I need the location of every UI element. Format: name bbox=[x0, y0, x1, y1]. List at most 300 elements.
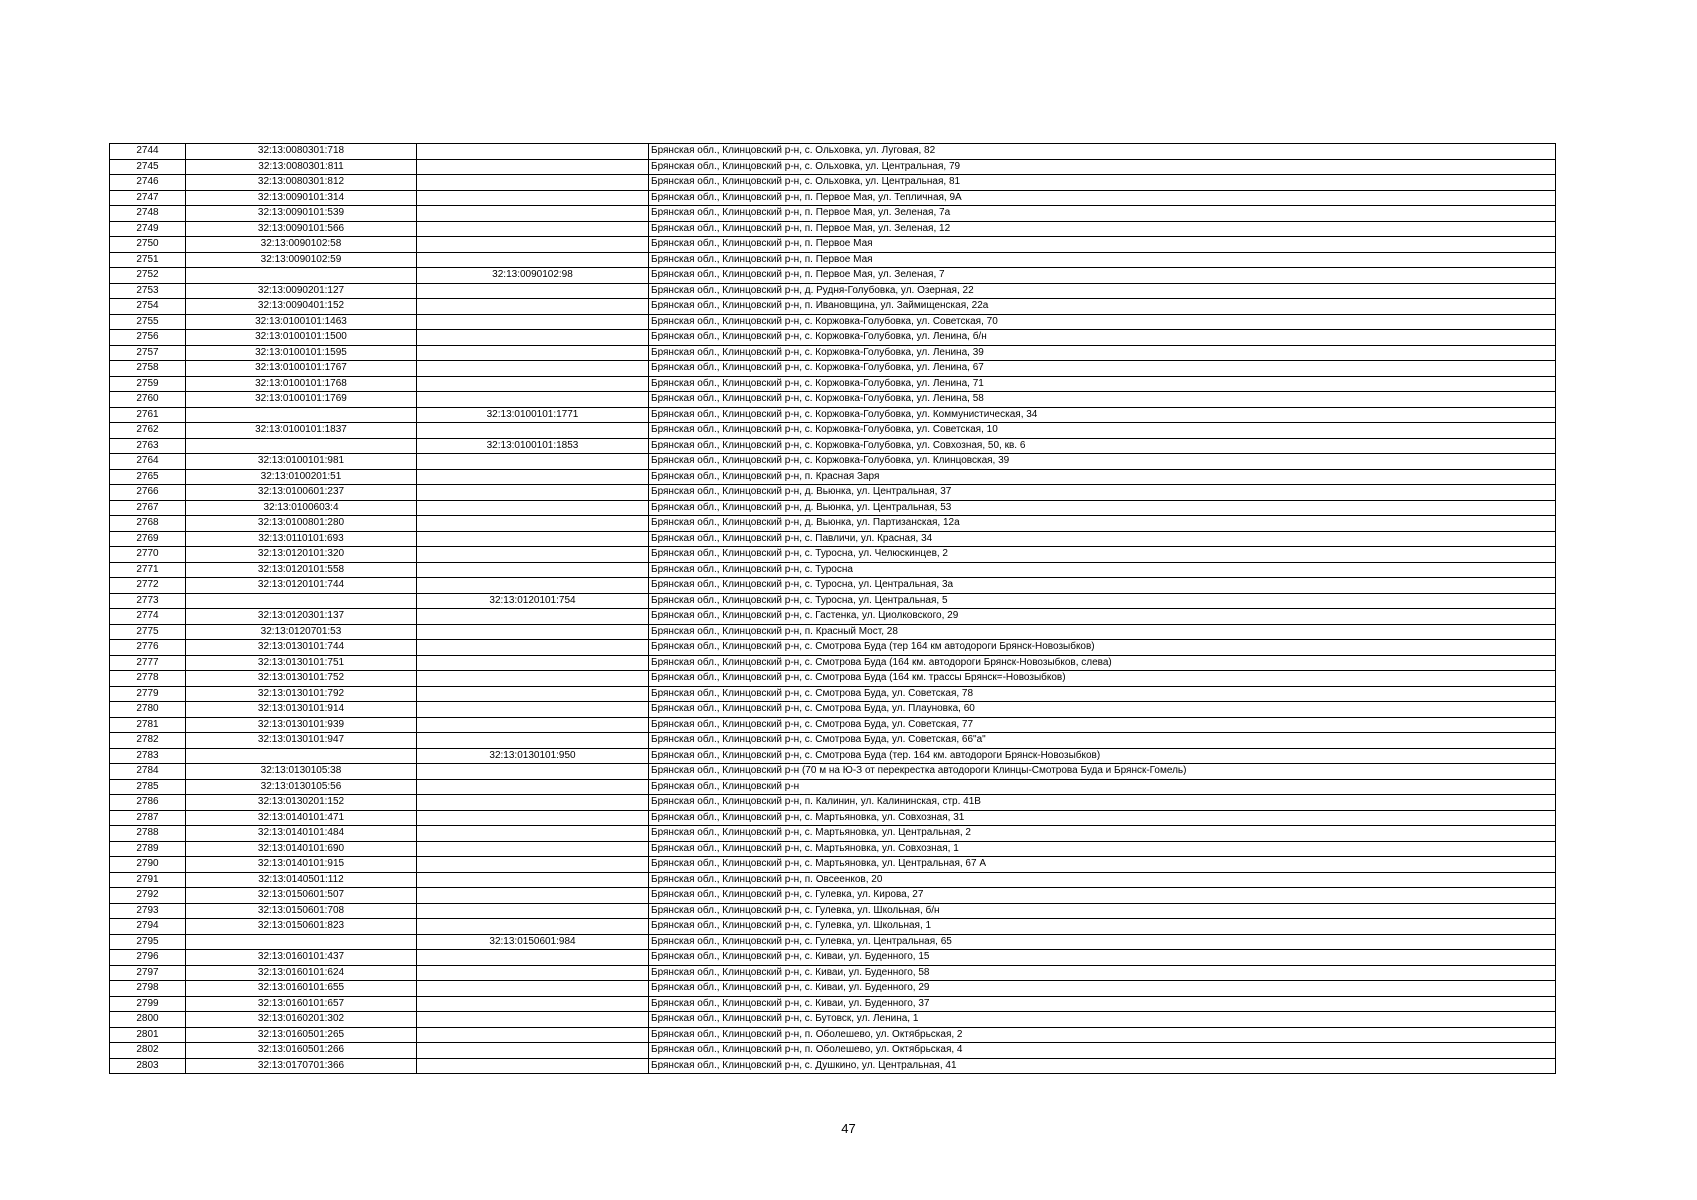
cadastral-number-cell: 32:13:0160101:657 bbox=[186, 996, 417, 1012]
cadastral-number-cell: 32:13:0150601:708 bbox=[186, 903, 417, 919]
table-row bbox=[110, 764, 1556, 780]
table-row bbox=[110, 547, 1556, 563]
cadastral-number-cell: 32:13:0090201:127 bbox=[186, 283, 417, 299]
row-number-cell: 2798 bbox=[110, 981, 186, 997]
cadastral-number-cell: 32:13:0140101:471 bbox=[186, 810, 417, 826]
cadastral-number-cell: 32:13:0100101:1768 bbox=[186, 376, 417, 392]
address-cell: Брянская обл., Клинцовский р-н, с. Киваи, ул. Буденного, 37 bbox=[649, 996, 1556, 1012]
address-cell: Брянская обл., Клинцовский р-н, с. Смотрова Буда (164 км. автодороги Брянск-Новозыбков, слева) bbox=[649, 655, 1556, 671]
cadastral-number-alt-cell bbox=[417, 175, 649, 191]
row-number-cell: 2763 bbox=[110, 438, 186, 454]
row-number-cell: 2772 bbox=[110, 578, 186, 594]
row-number-cell: 2782 bbox=[110, 733, 186, 749]
address-cell: Брянская обл., Клинцовский р-н, п. Калинин, ул. Калининская, стр. 41В bbox=[649, 795, 1556, 811]
row-number-cell: 2800 bbox=[110, 1012, 186, 1028]
row-number-cell: 2788 bbox=[110, 826, 186, 842]
cadastral-number-alt-cell bbox=[417, 1058, 649, 1074]
table-row bbox=[110, 981, 1556, 997]
table-row bbox=[110, 516, 1556, 532]
cadastral-number-alt-cell bbox=[417, 903, 649, 919]
address-cell: Брянская обл., Клинцовский р-н, с. Коржовка-Голубовка, ул. Советская, 10 bbox=[649, 423, 1556, 439]
address-cell: Брянская обл., Клинцовский р-н, с. Коржовка-Голубовка, ул. Ленина, 71 bbox=[649, 376, 1556, 392]
cadastral-number-alt-cell bbox=[417, 392, 649, 408]
cadastral-number-cell: 32:13:0100101:1767 bbox=[186, 361, 417, 377]
address-cell: Брянская обл., Клинцовский р-н, с. Туросна bbox=[649, 562, 1556, 578]
cadastral-number-alt-cell bbox=[417, 795, 649, 811]
row-number-cell: 2766 bbox=[110, 485, 186, 501]
cadastral-number-alt-cell bbox=[417, 764, 649, 780]
cadastral-number-cell: 32:13:0160501:265 bbox=[186, 1027, 417, 1043]
address-cell: Брянская обл., Клинцовский р-н, с. Смотрова Буда, ул. Советская, 66"а" bbox=[649, 733, 1556, 749]
table-row bbox=[110, 655, 1556, 671]
cadastral-number-cell bbox=[186, 934, 417, 950]
cadastral-number-alt-cell bbox=[417, 469, 649, 485]
cadastral-number-cell: 32:13:0090101:539 bbox=[186, 206, 417, 222]
address-cell: Брянская обл., Клинцовский р-н, п. Первое Мая, ул. Зеленая, 12 bbox=[649, 221, 1556, 237]
address-cell: Брянская обл., Клинцовский р-н, с. Душкино, ул. Центральная, 41 bbox=[649, 1058, 1556, 1074]
table-row bbox=[110, 841, 1556, 857]
table-row bbox=[110, 438, 1556, 454]
cadastral-number-alt-cell bbox=[417, 965, 649, 981]
address-cell: Брянская обл., Клинцовский р-н, п. Оболешево, ул. Октябрьская, 4 bbox=[649, 1043, 1556, 1059]
row-number-cell: 2783 bbox=[110, 748, 186, 764]
row-number-cell: 2793 bbox=[110, 903, 186, 919]
cadastral-number-alt-cell bbox=[417, 1027, 649, 1043]
cadastral-registry-table bbox=[109, 143, 1556, 1074]
cadastral-number-cell: 32:13:0080301:811 bbox=[186, 159, 417, 175]
cadastral-number-alt-cell bbox=[417, 531, 649, 547]
address-cell: Брянская обл., Клинцовский р-н, с. Туросна, ул. Центральная, 5 bbox=[649, 593, 1556, 609]
row-number-cell: 2755 bbox=[110, 314, 186, 330]
table-row bbox=[110, 640, 1556, 656]
cadastral-number-alt-cell bbox=[417, 206, 649, 222]
cadastral-number-alt-cell bbox=[417, 919, 649, 935]
address-cell: Брянская обл., Клинцовский р-н, с. Коржовка-Голубовка, ул. Совхозная, 50, кв. 6 bbox=[649, 438, 1556, 454]
cadastral-number-cell: 32:13:0100101:1463 bbox=[186, 314, 417, 330]
row-number-cell: 2781 bbox=[110, 717, 186, 733]
address-cell: Брянская обл., Клинцовский р-н, с. Бутовск, ул. Ленина, 1 bbox=[649, 1012, 1556, 1028]
row-number-cell: 2796 bbox=[110, 950, 186, 966]
cadastral-number-cell: 32:13:0130105:56 bbox=[186, 779, 417, 795]
cadastral-number-alt-cell bbox=[417, 361, 649, 377]
table-row bbox=[110, 531, 1556, 547]
table-row bbox=[110, 934, 1556, 950]
address-cell: Брянская обл., Клинцовский р-н, с. Павличи, ул. Красная, 34 bbox=[649, 531, 1556, 547]
row-number-cell: 2745 bbox=[110, 159, 186, 175]
cadastral-number-cell: 32:13:0130101:792 bbox=[186, 686, 417, 702]
row-number-cell: 2756 bbox=[110, 330, 186, 346]
cadastral-number-cell: 32:13:0090102:58 bbox=[186, 237, 417, 253]
table-row bbox=[110, 392, 1556, 408]
table-row bbox=[110, 1012, 1556, 1028]
address-cell: Брянская обл., Клинцовский р-н, с. Коржовка-Голубовка, ул. Советская, 70 bbox=[649, 314, 1556, 330]
cadastral-number-cell: 32:13:0160101:437 bbox=[186, 950, 417, 966]
table-row bbox=[110, 376, 1556, 392]
row-number-cell: 2750 bbox=[110, 237, 186, 253]
table-row bbox=[110, 950, 1556, 966]
row-number-cell: 2774 bbox=[110, 609, 186, 625]
table-row bbox=[110, 609, 1556, 625]
row-number-cell: 2773 bbox=[110, 593, 186, 609]
address-cell: Брянская обл., Клинцовский р-н, с. Коржовка-Голубовка, ул. Ленина, 39 bbox=[649, 345, 1556, 361]
table-row bbox=[110, 221, 1556, 237]
cadastral-number-cell: 32:13:0100801:280 bbox=[186, 516, 417, 532]
cadastral-number-alt-cell bbox=[417, 857, 649, 873]
cadastral-number-cell: 32:13:0100101:1500 bbox=[186, 330, 417, 346]
address-cell: Брянская обл., Клинцовский р-н, с. Коржовка-Голубовка, ул. Клинцовская, 39 bbox=[649, 454, 1556, 470]
address-cell: Брянская обл., Клинцовский р-н, п. Первое Мая, ул. Тепличная, 9А bbox=[649, 190, 1556, 206]
cadastral-number-alt-cell bbox=[417, 190, 649, 206]
cadastral-number-cell: 32:13:0130101:751 bbox=[186, 655, 417, 671]
row-number-cell: 2748 bbox=[110, 206, 186, 222]
cadastral-number-alt-cell bbox=[417, 345, 649, 361]
table-row bbox=[110, 407, 1556, 423]
cadastral-number-alt-cell bbox=[417, 1012, 649, 1028]
cadastral-number-cell: 32:13:0130101:939 bbox=[186, 717, 417, 733]
cadastral-number-cell: 32:13:0130101:914 bbox=[186, 702, 417, 718]
cadastral-number-alt-cell bbox=[417, 981, 649, 997]
address-cell: Брянская обл., Клинцовский р-н, п. Первое Мая bbox=[649, 252, 1556, 268]
table-row bbox=[110, 345, 1556, 361]
cadastral-number-alt-cell bbox=[417, 640, 649, 656]
table-row bbox=[110, 857, 1556, 873]
table-row bbox=[110, 733, 1556, 749]
cadastral-number-alt-cell bbox=[417, 562, 649, 578]
cadastral-number-cell: 32:13:0160101:655 bbox=[186, 981, 417, 997]
cadastral-number-alt-cell: 32:13:0120101:754 bbox=[417, 593, 649, 609]
address-cell: Брянская обл., Клинцовский р-н, с. Коржовка-Голубовка, ул. Ленина, б/н bbox=[649, 330, 1556, 346]
cadastral-number-alt-cell bbox=[417, 655, 649, 671]
table-row bbox=[110, 888, 1556, 904]
cadastral-number-alt-cell bbox=[417, 578, 649, 594]
row-number-cell: 2771 bbox=[110, 562, 186, 578]
row-number-cell: 2777 bbox=[110, 655, 186, 671]
cadastral-number-alt-cell: 32:13:0090102:98 bbox=[417, 268, 649, 284]
row-number-cell: 2754 bbox=[110, 299, 186, 315]
cadastral-number-alt-cell bbox=[417, 841, 649, 857]
cadastral-number-cell: 32:13:0160201:302 bbox=[186, 1012, 417, 1028]
address-cell: Брянская обл., Клинцовский р-н, с. Киваи, ул. Буденного, 58 bbox=[649, 965, 1556, 981]
row-number-cell: 2749 bbox=[110, 221, 186, 237]
table-row bbox=[110, 779, 1556, 795]
address-cell: Брянская обл., Клинцовский р-н, п. Ивановщина, ул. Займищенская, 22а bbox=[649, 299, 1556, 315]
address-cell: Брянская обл., Клинцовский р-н, с. Смотрова Буда, ул. Советская, 77 bbox=[649, 717, 1556, 733]
row-number-cell: 2786 bbox=[110, 795, 186, 811]
row-number-cell: 2747 bbox=[110, 190, 186, 206]
address-cell: Брянская обл., Клинцовский р-н bbox=[649, 779, 1556, 795]
table-row bbox=[110, 330, 1556, 346]
address-cell: Брянская обл., Клинцовский р-н, п. Красный Мост, 28 bbox=[649, 624, 1556, 640]
address-cell: Брянская обл., Клинцовский р-н, п. Первое Мая, ул. Зеленая, 7а bbox=[649, 206, 1556, 222]
cadastral-number-cell: 32:13:0090101:314 bbox=[186, 190, 417, 206]
cadastral-number-cell: 32:13:0080301:718 bbox=[186, 144, 417, 160]
table-row bbox=[110, 469, 1556, 485]
row-number-cell: 2785 bbox=[110, 779, 186, 795]
address-cell: Брянская обл., Клинцовский р-н, д. Рудня-Голубовка, ул. Озерная, 22 bbox=[649, 283, 1556, 299]
cadastral-number-alt-cell bbox=[417, 299, 649, 315]
address-cell: Брянская обл., Клинцовский р-н, с. Ольховка, ул. Центральная, 79 bbox=[649, 159, 1556, 175]
cadastral-number-alt-cell bbox=[417, 624, 649, 640]
cadastral-number-cell: 32:13:0100201:51 bbox=[186, 469, 417, 485]
address-cell: Брянская обл., Клинцовский р-н, д. Вьюнка, ул. Центральная, 37 bbox=[649, 485, 1556, 501]
address-cell: Брянская обл., Клинцовский р-н, д. Вьюнка, ул. Центральная, 53 bbox=[649, 500, 1556, 516]
address-cell: Брянская обл., Клинцовский р-н, с. Мартьяновка, ул. Центральная, 2 bbox=[649, 826, 1556, 842]
cadastral-number-cell: 32:13:0130105:38 bbox=[186, 764, 417, 780]
cadastral-number-alt-cell bbox=[417, 144, 649, 160]
cadastral-number-cell: 32:13:0100603:4 bbox=[186, 500, 417, 516]
table-row bbox=[110, 748, 1556, 764]
table-row bbox=[110, 485, 1556, 501]
address-cell: Брянская обл., Клинцовский р-н, с. Киваи, ул. Буденного, 29 bbox=[649, 981, 1556, 997]
table-row bbox=[110, 826, 1556, 842]
address-cell: Брянская обл., Клинцовский р-н, с. Коржовка-Голубовка, ул. Ленина, 58 bbox=[649, 392, 1556, 408]
cadastral-number-cell: 32:13:0150601:823 bbox=[186, 919, 417, 935]
address-cell: Брянская обл., Клинцовский р-н, с. Мартьяновка, ул. Совхозная, 1 bbox=[649, 841, 1556, 857]
cadastral-number-alt-cell bbox=[417, 810, 649, 826]
cadastral-number-cell: 32:13:0100101:1769 bbox=[186, 392, 417, 408]
row-number-cell: 2795 bbox=[110, 934, 186, 950]
table-row bbox=[110, 283, 1556, 299]
cadastral-number-cell: 32:13:0120101:320 bbox=[186, 547, 417, 563]
cadastral-number-alt-cell bbox=[417, 888, 649, 904]
cadastral-number-alt-cell bbox=[417, 702, 649, 718]
cadastral-number-alt-cell bbox=[417, 671, 649, 687]
table-row bbox=[110, 717, 1556, 733]
cadastral-number-cell: 32:13:0120701:53 bbox=[186, 624, 417, 640]
address-cell: Брянская обл., Клинцовский р-н, д. Вьюнка, ул. Партизанская, 12а bbox=[649, 516, 1556, 532]
table-row bbox=[110, 361, 1556, 377]
address-cell: Брянская обл., Клинцовский р-н, с. Гулевка, ул. Школьная, б/н bbox=[649, 903, 1556, 919]
cadastral-number-cell: 32:13:0090101:566 bbox=[186, 221, 417, 237]
row-number-cell: 2757 bbox=[110, 345, 186, 361]
table-row bbox=[110, 206, 1556, 222]
cadastral-number-cell: 32:13:0140101:915 bbox=[186, 857, 417, 873]
cadastral-number-alt-cell bbox=[417, 1043, 649, 1059]
cadastral-number-alt-cell bbox=[417, 252, 649, 268]
address-cell: Брянская обл., Клинцовский р-н, п. Первое Мая bbox=[649, 237, 1556, 253]
row-number-cell: 2765 bbox=[110, 469, 186, 485]
address-cell: Брянская обл., Клинцовский р-н, п. Красная Заря bbox=[649, 469, 1556, 485]
page-number: 47 bbox=[841, 1121, 856, 1136]
row-number-cell: 2761 bbox=[110, 407, 186, 423]
row-number-cell: 2790 bbox=[110, 857, 186, 873]
cadastral-number-cell bbox=[186, 268, 417, 284]
address-cell: Брянская обл., Клинцовский р-н, п. Овсеенков, 20 bbox=[649, 872, 1556, 888]
address-cell: Брянская обл., Клинцовский р-н, с. Туросна, ул. Челюскинцев, 2 bbox=[649, 547, 1556, 563]
table-row bbox=[110, 872, 1556, 888]
cadastral-number-cell: 32:13:0140501:112 bbox=[186, 872, 417, 888]
table-row bbox=[110, 593, 1556, 609]
row-number-cell: 2799 bbox=[110, 996, 186, 1012]
table-row bbox=[110, 252, 1556, 268]
address-cell: Брянская обл., Клинцовский р-н, с. Мартьяновка, ул. Совхозная, 31 bbox=[649, 810, 1556, 826]
table-row bbox=[110, 423, 1556, 439]
cadastral-number-alt-cell: 32:13:0100101:1771 bbox=[417, 407, 649, 423]
cadastral-number-alt-cell bbox=[417, 779, 649, 795]
cadastral-number-cell: 32:13:0130201:152 bbox=[186, 795, 417, 811]
table-row bbox=[110, 903, 1556, 919]
row-number-cell: 2767 bbox=[110, 500, 186, 516]
row-number-cell: 2801 bbox=[110, 1027, 186, 1043]
row-number-cell: 2776 bbox=[110, 640, 186, 656]
address-cell: Брянская обл., Клинцовский р-н, с. Смотрова Буда (тер 164 км автодороги Брянск-Новозыбков) bbox=[649, 640, 1556, 656]
row-number-cell: 2752 bbox=[110, 268, 186, 284]
cadastral-number-alt-cell bbox=[417, 733, 649, 749]
address-cell: Брянская обл., Клинцовский р-н, с. Смотрова Буда (164 км. трассы Брянск=-Новозыбков) bbox=[649, 671, 1556, 687]
row-number-cell: 2769 bbox=[110, 531, 186, 547]
cadastral-number-alt-cell bbox=[417, 950, 649, 966]
table-row bbox=[110, 795, 1556, 811]
table-row bbox=[110, 996, 1556, 1012]
cadastral-number-cell: 32:13:0120101:558 bbox=[186, 562, 417, 578]
cadastral-number-alt-cell bbox=[417, 454, 649, 470]
row-number-cell: 2775 bbox=[110, 624, 186, 640]
address-cell: Брянская обл., Клинцовский р-н, с. Гулевка, ул. Школьная, 1 bbox=[649, 919, 1556, 935]
cadastral-number-cell: 32:13:0130101:947 bbox=[186, 733, 417, 749]
row-number-cell: 2789 bbox=[110, 841, 186, 857]
table-row bbox=[110, 810, 1556, 826]
row-number-cell: 2791 bbox=[110, 872, 186, 888]
table-row bbox=[110, 268, 1556, 284]
cadastral-number-alt-cell bbox=[417, 500, 649, 516]
address-cell: Брянская обл., Клинцовский р-н, с. Коржовка-Голубовка, ул. Коммунистическая, 34 bbox=[649, 407, 1556, 423]
table-row bbox=[110, 686, 1556, 702]
row-number-cell: 2759 bbox=[110, 376, 186, 392]
cadastral-number-cell: 32:13:0140101:690 bbox=[186, 841, 417, 857]
cadastral-number-alt-cell bbox=[417, 686, 649, 702]
address-cell: Брянская обл., Клинцовский р-н, с. Коржовка-Голубовка, ул. Ленина, 67 bbox=[649, 361, 1556, 377]
cadastral-number-alt-cell bbox=[417, 547, 649, 563]
cadastral-number-cell: 32:13:0160501:266 bbox=[186, 1043, 417, 1059]
cadastral-number-alt-cell bbox=[417, 423, 649, 439]
cadastral-number-alt-cell bbox=[417, 872, 649, 888]
cadastral-number-alt-cell: 32:13:0100101:1853 bbox=[417, 438, 649, 454]
table-row bbox=[110, 624, 1556, 640]
row-number-cell: 2768 bbox=[110, 516, 186, 532]
row-number-cell: 2758 bbox=[110, 361, 186, 377]
row-number-cell: 2780 bbox=[110, 702, 186, 718]
cadastral-number-cell: 32:13:0140101:484 bbox=[186, 826, 417, 842]
cadastral-number-alt-cell: 32:13:0130101:950 bbox=[417, 748, 649, 764]
table-row bbox=[110, 1027, 1556, 1043]
address-cell: Брянская обл., Клинцовский р-н, с. Киваи, ул. Буденного, 15 bbox=[649, 950, 1556, 966]
cadastral-number-cell: 32:13:0100101:1595 bbox=[186, 345, 417, 361]
cadastral-number-alt-cell bbox=[417, 609, 649, 625]
cadastral-number-alt-cell bbox=[417, 376, 649, 392]
table-row bbox=[110, 144, 1556, 160]
row-number-cell: 2787 bbox=[110, 810, 186, 826]
cadastral-number-cell: 32:13:0090102:59 bbox=[186, 252, 417, 268]
table-row bbox=[110, 175, 1556, 191]
cadastral-number-cell: 32:13:0100101:981 bbox=[186, 454, 417, 470]
cadastral-number-cell: 32:13:0100101:1837 bbox=[186, 423, 417, 439]
cadastral-number-cell: 32:13:0080301:812 bbox=[186, 175, 417, 191]
cadastral-number-cell: 32:13:0090401:152 bbox=[186, 299, 417, 315]
row-number-cell: 2770 bbox=[110, 547, 186, 563]
cadastral-number-cell: 32:13:0150601:507 bbox=[186, 888, 417, 904]
cadastral-number-alt-cell bbox=[417, 159, 649, 175]
address-cell: Брянская обл., Клинцовский р-н, с. Смотрова Буда, ул. Плауновка, 60 bbox=[649, 702, 1556, 718]
address-cell: Брянская обл., Клинцовский р-н, с. Гулевка, ул. Центральная, 65 bbox=[649, 934, 1556, 950]
cadastral-number-alt-cell bbox=[417, 283, 649, 299]
table-row bbox=[110, 237, 1556, 253]
table-row bbox=[110, 919, 1556, 935]
address-cell: Брянская обл., Клинцовский р-н, с. Смотрова Буда, ул. Советская, 78 bbox=[649, 686, 1556, 702]
cadastral-number-cell bbox=[186, 438, 417, 454]
row-number-cell: 2802 bbox=[110, 1043, 186, 1059]
row-number-cell: 2797 bbox=[110, 965, 186, 981]
cadastral-number-cell bbox=[186, 407, 417, 423]
address-cell: Брянская обл., Клинцовский р-н, с. Ольховка, ул. Луговая, 82 bbox=[649, 144, 1556, 160]
table-row bbox=[110, 578, 1556, 594]
row-number-cell: 2803 bbox=[110, 1058, 186, 1074]
address-cell: Брянская обл., Клинцовский р-н, п. Первое Мая, ул. Зеленая, 7 bbox=[649, 268, 1556, 284]
row-number-cell: 2764 bbox=[110, 454, 186, 470]
table-row bbox=[110, 500, 1556, 516]
cadastral-number-alt-cell bbox=[417, 996, 649, 1012]
address-cell: Брянская обл., Клинцовский р-н, с. Гулевка, ул. Кирова, 27 bbox=[649, 888, 1556, 904]
table-row bbox=[110, 159, 1556, 175]
cadastral-number-alt-cell: 32:13:0150601:984 bbox=[417, 934, 649, 950]
cadastral-number-cell bbox=[186, 748, 417, 764]
row-number-cell: 2778 bbox=[110, 671, 186, 687]
address-cell: Брянская обл., Клинцовский р-н (70 м на Ю-З от перекрестка автодороги Клинцы-Смотрова Буда и Брянск-Гомель) bbox=[649, 764, 1556, 780]
table-row bbox=[110, 299, 1556, 315]
cadastral-number-cell: 32:13:0120101:744 bbox=[186, 578, 417, 594]
address-cell: Брянская обл., Клинцовский р-н, с. Туросна, ул. Центральная, 3а bbox=[649, 578, 1556, 594]
address-cell: Брянская обл., Клинцовский р-н, п. Оболешево, ул. Октябрьская, 2 bbox=[649, 1027, 1556, 1043]
table-row bbox=[110, 454, 1556, 470]
address-cell: Брянская обл., Клинцовский р-н, с. Мартьяновка, ул. Центральная, 67 А bbox=[649, 857, 1556, 873]
address-cell: Брянская обл., Клинцовский р-н, с. Гастенка, ул. Циолковского, 29 bbox=[649, 609, 1556, 625]
row-number-cell: 2762 bbox=[110, 423, 186, 439]
row-number-cell: 2746 bbox=[110, 175, 186, 191]
table-body bbox=[110, 144, 1556, 1074]
table-row bbox=[110, 1043, 1556, 1059]
cadastral-number-alt-cell bbox=[417, 237, 649, 253]
cadastral-number-alt-cell bbox=[417, 221, 649, 237]
cadastral-number-alt-cell bbox=[417, 485, 649, 501]
cadastral-number-alt-cell bbox=[417, 314, 649, 330]
row-number-cell: 2744 bbox=[110, 144, 186, 160]
cadastral-number-alt-cell bbox=[417, 330, 649, 346]
cadastral-number-cell: 32:13:0110101:693 bbox=[186, 531, 417, 547]
address-cell: Брянская обл., Клинцовский р-н, с. Смотрова Буда (тер. 164 км. автодороги Брянск-Новозыбков) bbox=[649, 748, 1556, 764]
row-number-cell: 2760 bbox=[110, 392, 186, 408]
row-number-cell: 2794 bbox=[110, 919, 186, 935]
row-number-cell: 2753 bbox=[110, 283, 186, 299]
cadastral-number-cell bbox=[186, 593, 417, 609]
table-row bbox=[110, 190, 1556, 206]
row-number-cell: 2779 bbox=[110, 686, 186, 702]
row-number-cell: 2792 bbox=[110, 888, 186, 904]
table-row bbox=[110, 965, 1556, 981]
cadastral-number-cell: 32:13:0120301:137 bbox=[186, 609, 417, 625]
row-number-cell: 2751 bbox=[110, 252, 186, 268]
table-row bbox=[110, 562, 1556, 578]
table-row bbox=[110, 314, 1556, 330]
table-row bbox=[110, 702, 1556, 718]
cadastral-number-alt-cell bbox=[417, 717, 649, 733]
cadastral-number-alt-cell bbox=[417, 826, 649, 842]
row-number-cell: 2784 bbox=[110, 764, 186, 780]
cadastral-number-cell: 32:13:0130101:752 bbox=[186, 671, 417, 687]
cadastral-number-alt-cell bbox=[417, 516, 649, 532]
cadastral-number-cell: 32:13:0130101:744 bbox=[186, 640, 417, 656]
cadastral-number-cell: 32:13:0160101:624 bbox=[186, 965, 417, 981]
table-row bbox=[110, 671, 1556, 687]
cadastral-number-cell: 32:13:0100601:237 bbox=[186, 485, 417, 501]
